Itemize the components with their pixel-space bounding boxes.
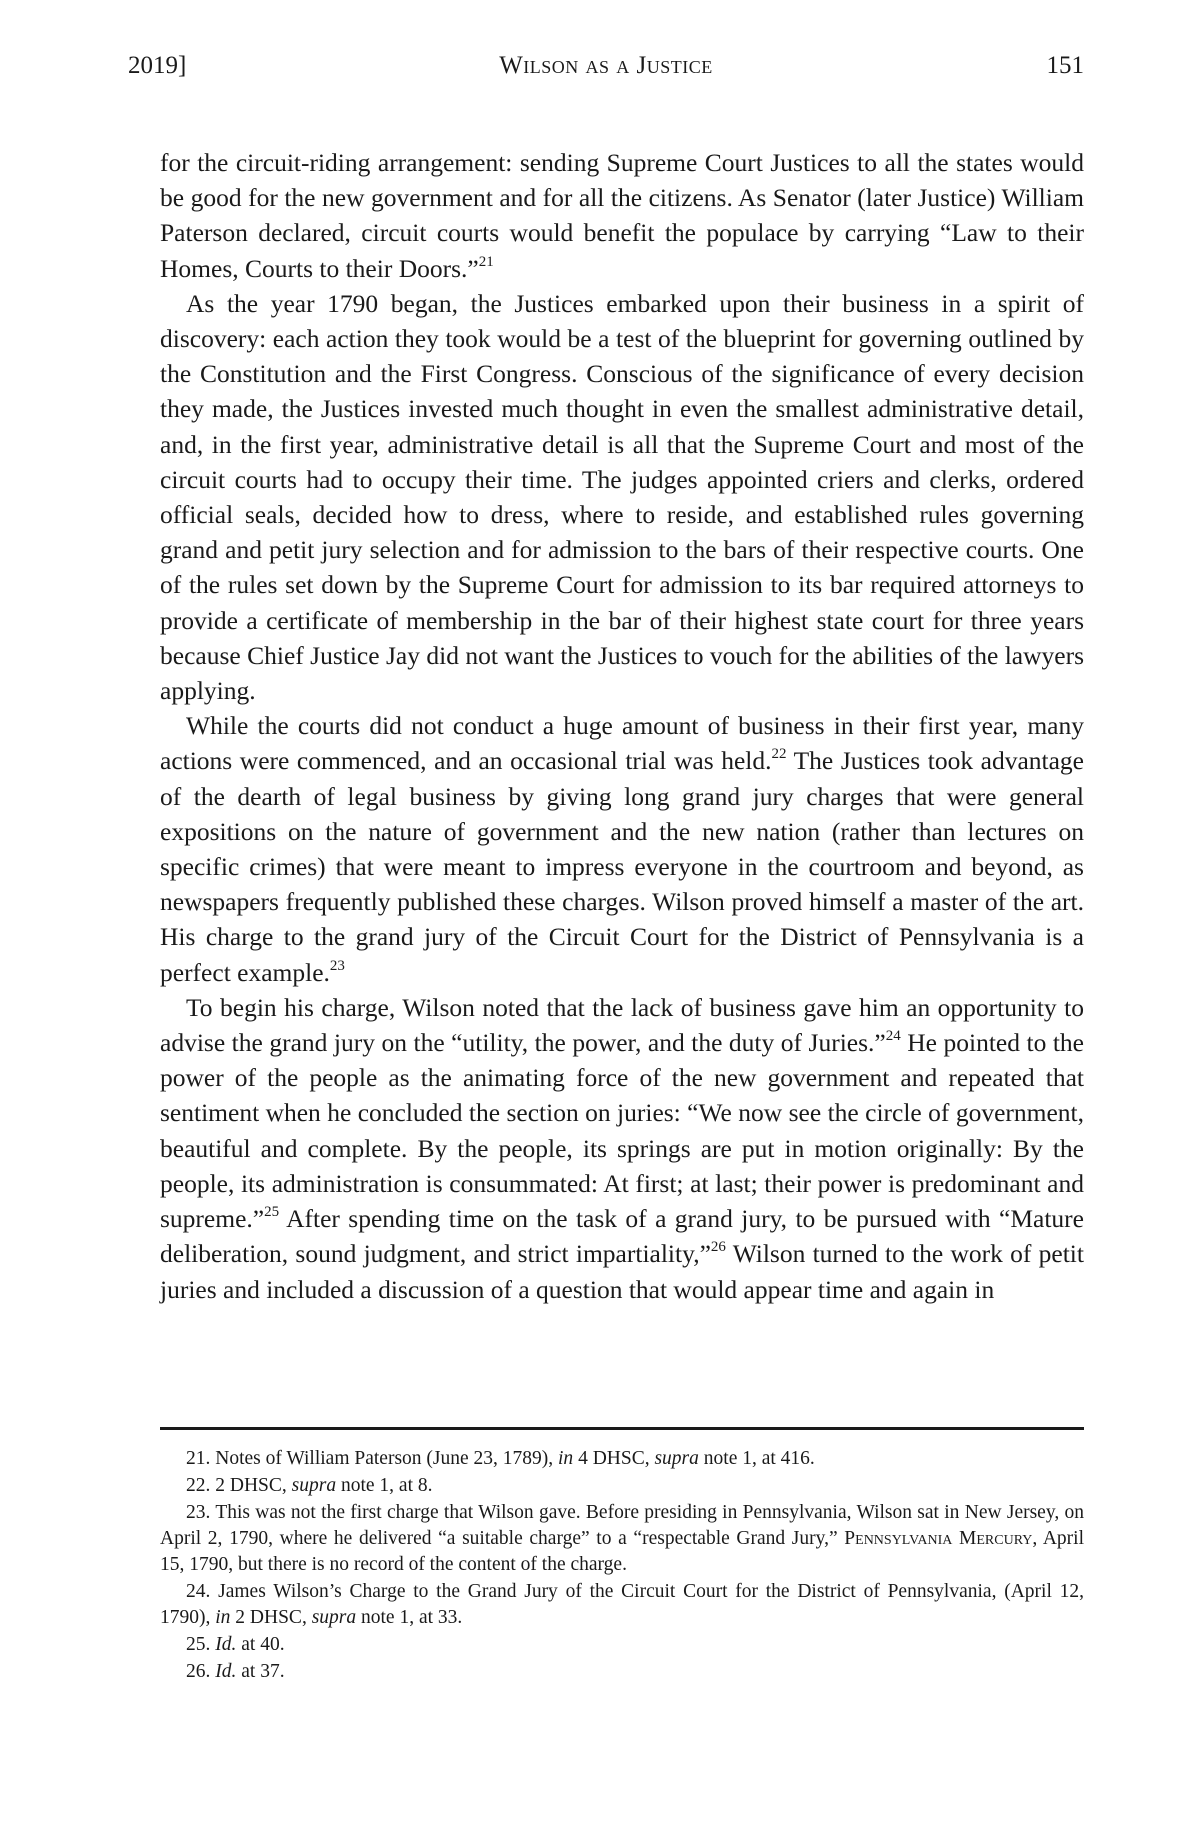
footnote-divider — [160, 1427, 1084, 1430]
paragraph-4-text-d: Wilson turned to the work of petit juries and included a discussion of a question that would appear time and again in — [160, 1239, 1084, 1304]
footnote-24: 24. James Wilson’s Charge to the Grand Jury of the Circuit Court for the District of Pennsylvania, (April 12, 1790), in 2 DHSC, supra note 1, at 33. — [160, 1581, 1084, 1628]
paragraph-1-text: for the circuit-riding arrangement: sending Supreme Court Justices to all the states would be good for the new government and for all the citizens. As Senator (later Justice) William Paterson declared, circuit courts would benefit the populace by carrying “Law to their Homes, Courts to their Doors.” — [160, 148, 1084, 283]
paragraph-4-text-b: He pointed to the power of the people as the animating force of the new government and repeated that sentiment when he concluded the section on juries: “We now see the circle of government, beautiful and complete. By the people, its springs are put in motion originally: By the people, its administration is consummated: At first; at last; their power is predominant and supreme.” — [160, 1028, 1084, 1234]
footnote-26: 26. Id. at 37. — [186, 1661, 285, 1682]
paragraph-3 — [160, 708, 1084, 990]
paragraph-4-text-a: To begin his charge, Wilson noted that the lack of business gave him an opportunity to advise the grand jury on the “utility, the power, and the duty of Juries.” — [160, 992, 1084, 1058]
paragraph-3-text-b: The Justices took advantage of the dearth of legal business by giving long grand jury charges that were general expositions on the nature of government and the new nation (rather than lectures on specific crimes) that were meant to impress everyone in the courtroom and beyond, as newspapers frequently published these charges. Wilson proved himself a master of the art. His charge to the grand jury of the Circuit Court for the District of Pennsylvania is a perfect example. — [160, 746, 1085, 987]
body-text — [160, 145, 1084, 1307]
footnote-ref-26: 26 — [710, 1239, 726, 1256]
paragraph-1 — [160, 145, 1084, 286]
footnote-21: 21. Notes of William Paterson (June 23, 1789), in 4 DHSC, supra note 1, at 416. — [186, 1448, 815, 1469]
footnote-25: 25. Id. at 40. — [186, 1634, 285, 1655]
footnote-ref-25: 25 — [264, 1204, 280, 1221]
paragraph-2 — [160, 286, 1084, 708]
running-title: Wilson as a Justice — [499, 52, 713, 79]
paragraph-4-text-c: After spending time on the task of a grand jury, to be pursued with “Mature deliberation, sound judgment, and strict impartiality,” — [160, 1204, 1084, 1269]
footnote-ref-24: 24 — [885, 1028, 901, 1045]
page-header — [128, 52, 1084, 92]
paragraph-4 — [160, 990, 1084, 1307]
page-number: 151 — [1046, 52, 1084, 79]
footnotes — [160, 1446, 1084, 1686]
paragraph-3-text-a: While the courts did not conduct a huge amount of business in their first year, many actions were commenced, and an occasional trial was held. — [160, 711, 1084, 776]
footnote-ref-22: 22 — [771, 746, 787, 763]
footnote-23: 23. This was not the first charge that Wilson gave. Before presiding in Pennsylvania, Wilson sat in New Jersey, on April 2, 1790, where he delivered “a suitable charge” to a “respectable Grand Jury,” Pennsylvania Mercury, April 15, 1790, but there is no record of the content of the charge. — [160, 1502, 1084, 1575]
paragraph-2-text: As the year 1790 began, the Justices embarked upon their business in a spirit of discovery: each action they took would be a test of the blueprint for governing outlined by the Constitution and the First Congress. Conscious of the significance of every decision they made, the Justices invested much thought in even the smallest administrative detail, and, in the first year, administrative detail is all that the Supreme Court and most of the circuit courts had to occupy their time. The judges appointed criers and clerks, ordered official seals, decided how to dress, where to reside, and established rules governing grand and petit jury selection and for admission to the bars of their respective courts. One of the rules set down by the Supreme Court for admission to its bar required attorneys to provide a certificate of membership in the bar of their highest state court for three years because Chief Justice Jay did not want the Justices to vouch for the abilities of the lawyers applying. — [160, 288, 1084, 706]
header-year: 2019] — [128, 52, 187, 79]
newspaper-title: Pennsylvania Mercury — [844, 1528, 1033, 1549]
footnote-ref-21: 21 — [478, 253, 494, 270]
footnote-ref-23: 23 — [329, 957, 345, 974]
footnote-22: 22. 2 DHSC, supra note 1, at 8. — [186, 1475, 433, 1496]
